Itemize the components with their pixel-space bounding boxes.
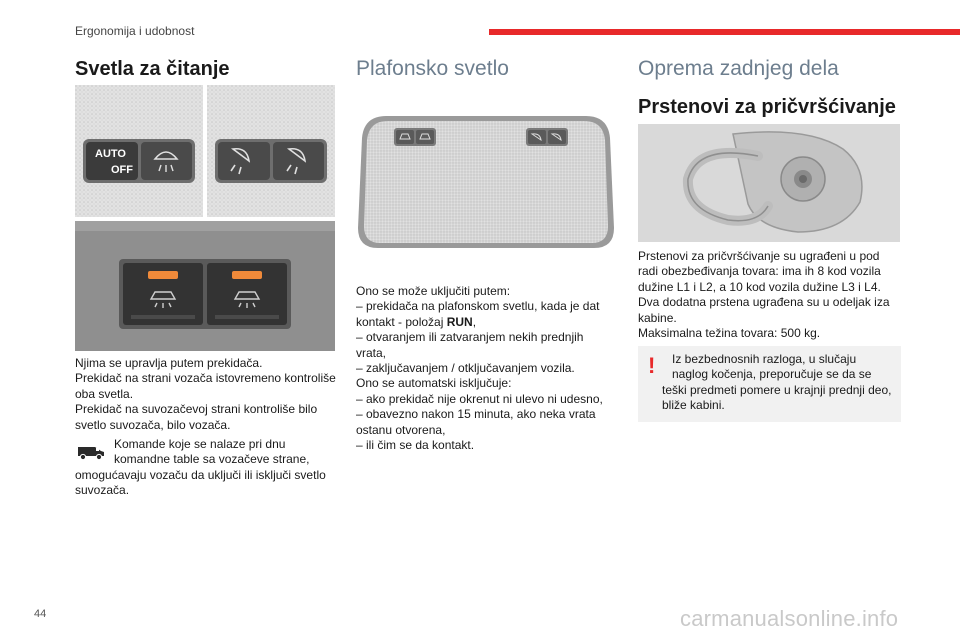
ceiling-light-text: Ono se može uključiti putem: – prekidača na plafonskom svetlu, kada je dat kontakt - položaj RUN, – otvaranjem ili zatvaranjem nekih prednjih vrata, – zaključavanjem / otključavanjem vozila. Ono se automatski isključuje: – ako prekidač nije okrenut ni ulevo ni udesno, – obavezno nakon 15 minuta, ako neka vrata ostanu otvorena, – ili čim se da kontakt. [356, 284, 603, 453]
warning-exclamation-icon: ! [648, 353, 656, 378]
reading-lights-image [75, 85, 335, 351]
subheading-tie-down-rings: Prstenovi za pričvršćivanje [638, 96, 896, 118]
heading-ceiling-light: Plafonsko svetlo [356, 57, 509, 80]
ceiling-light-image [356, 108, 616, 258]
section-title: Ergonomija i udobnost [75, 24, 195, 38]
van-icon [75, 439, 107, 465]
off-label: OFF [111, 164, 133, 176]
run-label: RUN [446, 314, 473, 329]
tie-down-text: Prstenovi za pričvršćivanje su ugrađeni u pod radi obezbeđivanja tovara: ima ih 8 kod vozila dužine L1 i L2, a 10 kod vozila dužine L3 i L4. Dva dodatna prstena ugrađena su u odeljak iza kabine. Maksimalna težina tovara: 500 kg. [638, 249, 890, 341]
heading-reading-lights: Svetla za čitanje [75, 58, 230, 80]
note-text-indented: Komande koje se nalaze pri dnu komandne table sa vozačeve strane, [114, 437, 310, 467]
watermark: carmanualsonline.info [680, 606, 899, 631]
reading-lights-text: Njima se upravlja putem prekidača. Prekidač na strani vozača istovremeno kontroliše oba svetla. Prekidač na suvozačevoj strani kontroliše bilo svetlo suvozača, bilo vozača. [75, 356, 336, 432]
auto-label: AUTO [95, 148, 126, 160]
note-text: omogućavaju vozaču da uključi ili isključi svetlo suvozača. [75, 468, 326, 498]
header-accent-bar [489, 29, 960, 35]
warning-text: teški predmeti pomere u krajnji prednji deo, bliže kabini. [662, 383, 892, 413]
warning-text-indented: Iz bezbednosnih razloga, u slučaju naglog kočenja, preporučuje se da se [672, 352, 872, 382]
heading-rear-equipment: Oprema zadnjeg dela [638, 57, 839, 80]
tie-down-ring-image [638, 124, 900, 242]
page-number: 44 [34, 608, 47, 620]
